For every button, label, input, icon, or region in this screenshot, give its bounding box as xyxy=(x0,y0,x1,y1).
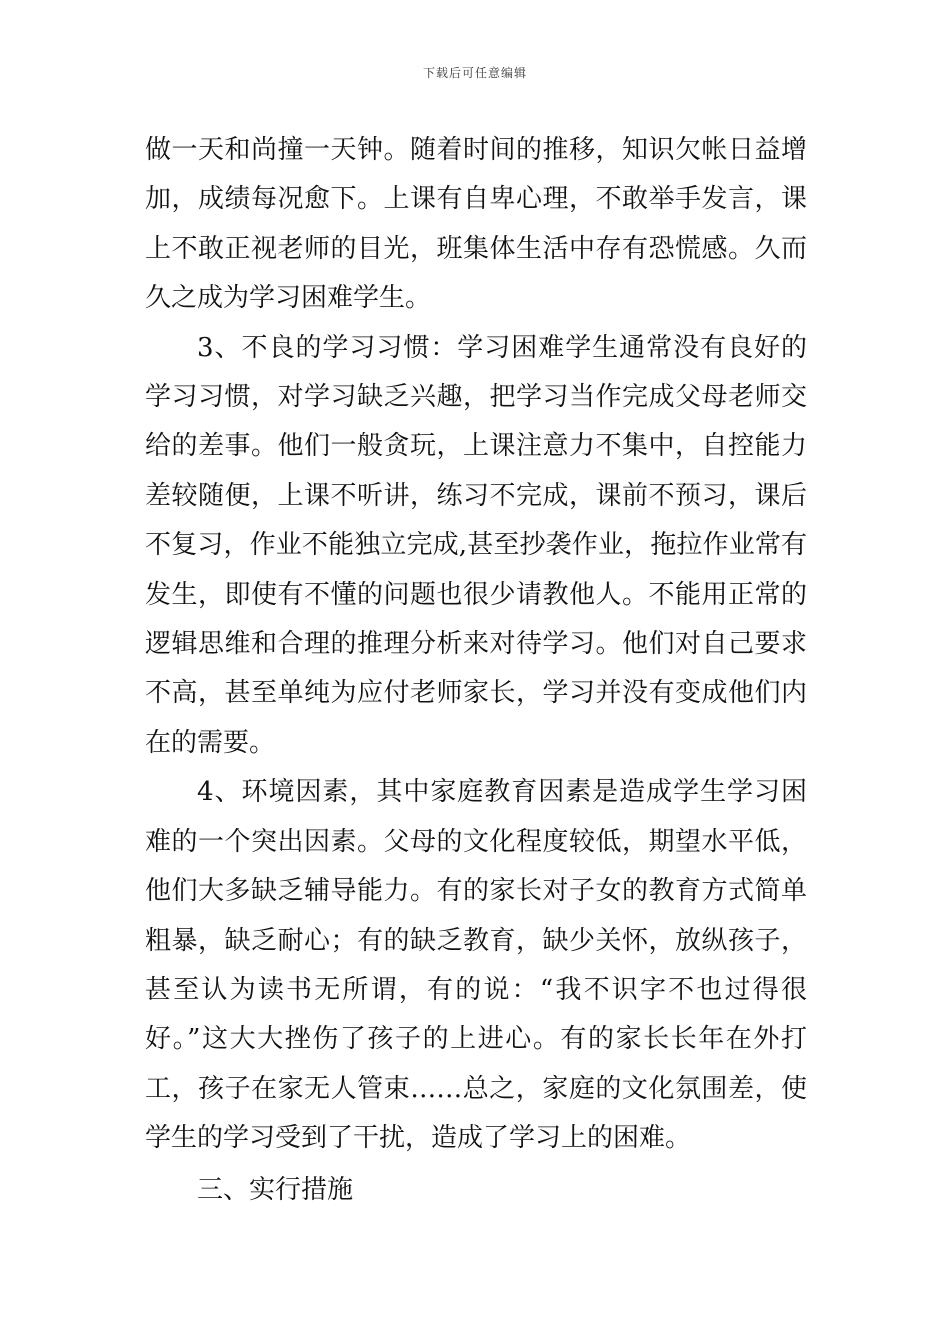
paragraph-study-habits: 3、不良的学习习惯：学习困难学生通常没有良好的学习习惯，对学习缺乏兴趣，把学习当作完成父母老师交给的差事。他们一般贪玩，上课注意力不集中，自控能力差较随便，上课不听讲，练习不完成，课前不预习，课后不复习，作业不能独立完成,甚至抄袭作业，拖拉作业常有发生，即使有不懂的问题也很少请教他人。不能用正常的逻辑思维和合理的推理分析来对待学习。他们对自己要求不高，甚至单纯为应付老师家长，学习并没有变成他们内在的需要。 xyxy=(145,332,807,758)
section-heading: 三、实行措施 xyxy=(197,1174,354,1205)
paragraph-environment: 4、环境因素，其中家庭教育因素是造成学生学习困难的一个突出因素。父母的文化程度较低，期望水平低，他们大多缺乏辅导能力。有的家长对子女的教育方式简单粗暴，缺乏耐心；有的缺乏教育，缺少关怀，放纵孩子，甚至认为读书无所谓，有的说：“我不识字不也过得很好。”这大大挫伤了孩子的上进心。有的家长长年在外打工，孩子在家无人管束……总之，家庭的文化氛围差，使学生的学习受到了干扰，造成了学习上的困难。 xyxy=(145,777,807,1154)
paragraph-continuation: 做一天和尚撞一天钟。随着时间的推移，知识欠帐日益增加，成绩每况愈下。上课有自卑心理，不敢举手发言，课上不敢正视老师的目光，班集体生活中存有恐慌感。久而久之成为学习困难学生。 xyxy=(145,135,807,314)
page-header-caption: 下载后可任意编辑 xyxy=(422,66,527,80)
document-body xyxy=(145,126,807,1215)
